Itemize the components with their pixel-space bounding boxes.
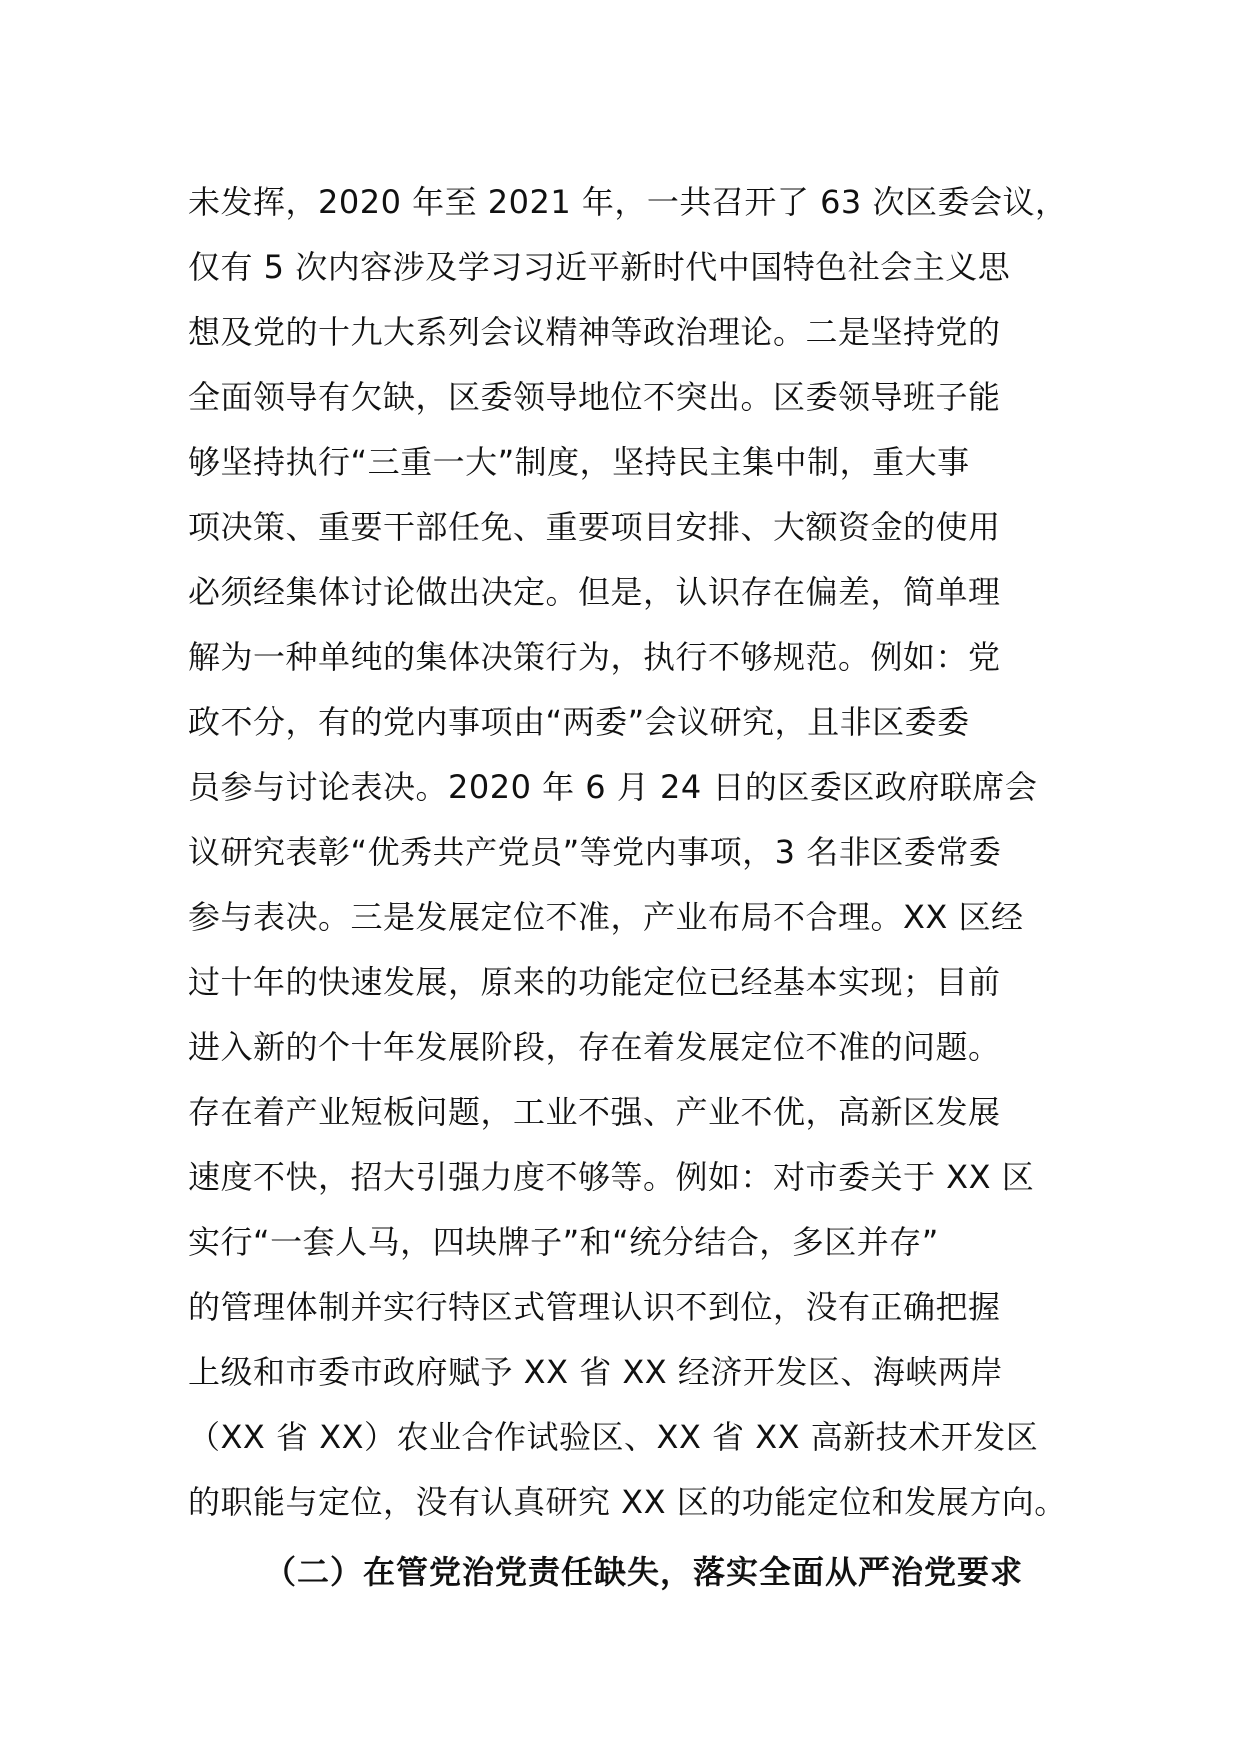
text-line: 全面领导有欠缺，区委领导地位不突出。区委领导班子能 [188,378,1001,416]
text-line: 必须经集体讨论做出决定。但是，认识存在偏差，简单理 [188,573,1001,611]
text-line: 解为一种单纯的集体决策行为，执行不够规范。例如：党 [188,638,1001,676]
text-line: 议研究表彰“优秀共产党员”等党内事项，3 名非区委常委 [188,833,1002,871]
text-line: 员参与讨论表决。2020 年 6 月 24 日的区委区政府联席会 [188,768,1038,806]
text-line: 项决策、重要干部任免、重要项目安排、大额资金的使用 [188,508,1001,546]
text-line: 进入新的个十年发展阶段，存在着发展定位不准的问题。 [188,1028,1001,1066]
text-line: 够坚持执行“三重一大”制度，坚持民主集中制，重大事 [188,443,970,481]
text-line: 参与表决。三是发展定位不准，产业布局不合理。XX 区经 [188,898,1024,936]
text-line: 未发挥，2020 年至 2021 年，一共召开了 63 次区委会议， [188,183,1068,221]
section-heading: （二）在管党治党责任缺失，落实全面从严治党要求 [264,1553,1024,1591]
text-line: 过十年的快速发展，原来的功能定位已经基本实现；目前 [188,963,1001,1001]
text-line: 想及党的十九大系列会议精神等政治理论。二是坚持党的 [188,313,1001,351]
text-line: （XX 省 XX）农业合作试验区、XX 省 XX 高新技术开发区 [188,1418,1039,1456]
body-paragraph [188,170,1088,1535]
text-line: 速度不快，招大引强力度不够等。例如：对市委关于 XX 区 [188,1158,1035,1196]
text-line: 上级和市委市政府赋予 XX 省 XX 经济开发区、海峡两岸 [188,1353,1003,1391]
text-line: 政不分，有的党内事项由“两委”会议研究，且非区委委 [188,703,970,741]
text-line: 的管理体制并实行特区式管理认识不到位，没有正确把握 [188,1288,1001,1326]
text-line: 仅有 5 次内容涉及学习习近平新时代中国特色社会主义思 [188,248,1011,286]
text-line: 的职能与定位，没有认真研究 XX 区的功能定位和发展方向。 [188,1483,1067,1521]
text-line: 实行“一套人马，四块牌子”和“统分结合，多区并存” [188,1223,939,1261]
text-line: 存在着产业短板问题，工业不强、产业不优，高新区发展 [188,1093,1001,1131]
